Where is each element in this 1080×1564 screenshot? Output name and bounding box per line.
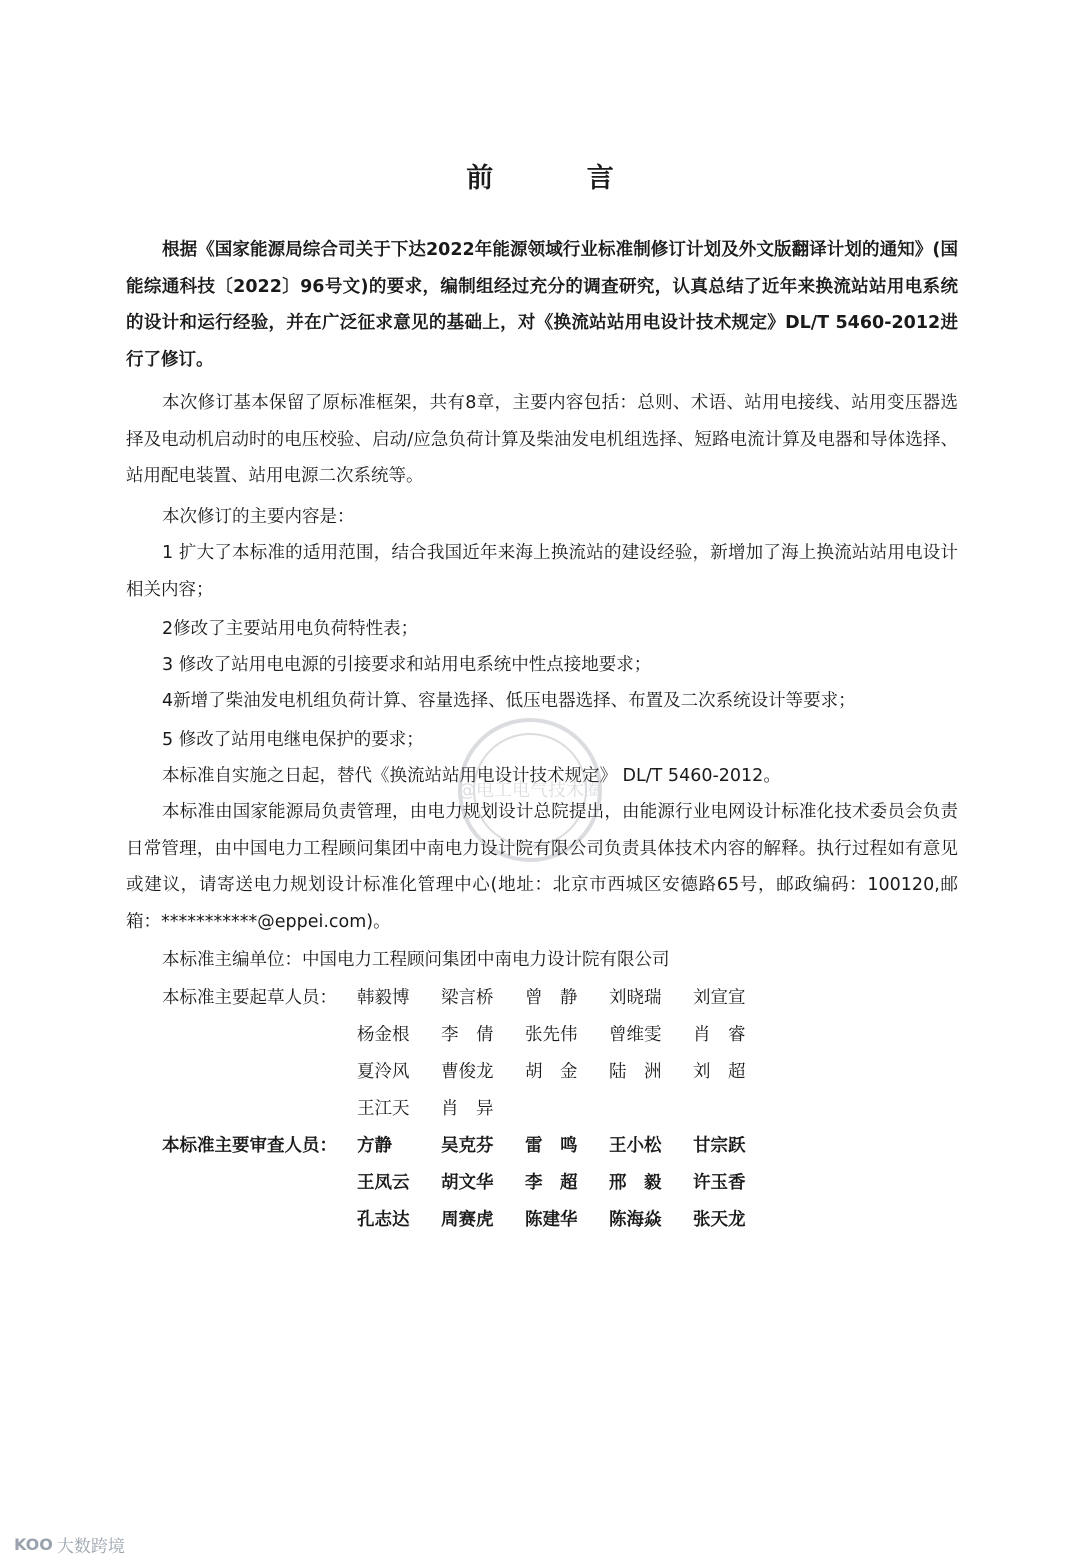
reviewer-name: 甘宗跃	[693, 1136, 746, 1156]
list-item-4: 4新增了柴油发电机组负荷计算、容量选择、低压电器选择、布置及二次系统设计等要求；	[162, 691, 856, 711]
paragraph-revision-intro: 本次修订的主要内容是：	[162, 507, 355, 527]
page-title: 前 言	[466, 163, 656, 194]
drafter-name: 杨金根	[357, 1025, 410, 1045]
drafter-name: 曾维雯	[609, 1025, 662, 1045]
drafter-name: 陆 洲	[609, 1062, 662, 1082]
brand-logo-icon: KOO	[14, 1535, 53, 1554]
drafter-name: 肖 睿	[693, 1025, 746, 1045]
reviewer-name: 邢 毅	[609, 1173, 662, 1193]
reviewer-name: 王凤云	[357, 1173, 410, 1193]
list-item-3: 3 修改了站用电电源的引接要求和站用电系统中性点接地要求；	[162, 655, 652, 675]
reviewer-name: 孔志达	[357, 1210, 410, 1230]
list-item-1: 1 扩大了本标准的适用范围，结合我国近年来海上换流站的建设经验，新增加了海上换流站站用电设计相关内容；	[126, 543, 958, 600]
list-item-5: 5 修改了站用电继电保护的要求；	[162, 730, 424, 750]
reviewer-name: 雷 鸣	[525, 1136, 578, 1156]
watermark-text: @电工电气技术圈	[458, 780, 602, 801]
drafter-name: 张先伟	[525, 1025, 578, 1045]
drafter-name: 刘宣宣	[693, 988, 746, 1008]
paragraph-basis: 根据《国家能源局综合司关于下达2022年能源领域行业标准制修订计划及外文版翻译计划的通知》(国能综通科技〔2022〕96号文)的要求，编制组经过充分的调查研究，认真总结了近年来换流站站用电系统的设计和运行经验，并在广泛征求意见的基础上，对《换流站站用电设计技术规定》DL/T 5460-2012进行了修订。	[126, 240, 958, 370]
reviewers-label: 本标准主要审查人员：	[162, 1136, 337, 1156]
reviewer-name: 陈建华	[525, 1210, 578, 1230]
drafter-name: 刘 超	[693, 1062, 746, 1082]
drafters-label: 本标准主要起草人员：	[162, 988, 337, 1008]
reviewer-name: 许玉香	[693, 1173, 746, 1193]
paragraph-management: 本标准由国家能源局负责管理，由电力规划设计总院提出，由能源行业电网设计标准化技术委员会负责日常管理，由中国电力工程顾问集团中南电力设计院有限公司负责具体技术内容的解释。执行过程如有意见或建议，请寄送电力规划设计标准化管理中心(地址：北京市西城区安德路65号，邮政编码：100120,邮箱：***********@eppei.com)。	[126, 802, 958, 932]
reviewer-name: 李 超	[525, 1173, 578, 1193]
paragraph-framework: 本次修订基本保留了原标准框架，共有8章，主要内容包括：总则、术语、站用电接线、站用变压器选择及电动机启动时的电压校验、启动/应急负荷计算及柴油发电机组选择、短路电流计算及电器和导体选择、站用配电装置、站用电源二次系统等。	[126, 393, 958, 486]
drafter-name: 夏泠风	[357, 1062, 410, 1082]
drafter-name: 胡 金	[525, 1062, 578, 1082]
paragraph-replacement: 本标准自实施之日起，替代《换流站站用电设计技术规定》 DL/T 5460-2012。	[162, 766, 781, 786]
drafter-name: 王江天	[357, 1099, 410, 1119]
reviewer-name: 张天龙	[693, 1210, 746, 1230]
reviewer-name: 周赛虎	[441, 1210, 494, 1230]
list-item-2: 2修改了主要站用电负荷特性表；	[162, 619, 419, 639]
reviewer-name: 吴克芬	[441, 1136, 494, 1156]
reviewer-name: 陈海焱	[609, 1210, 662, 1230]
drafter-name: 韩毅博	[357, 988, 410, 1008]
drafter-name: 刘晓瑞	[609, 988, 662, 1008]
drafter-name: 曾 静	[525, 988, 578, 1008]
drafter-name: 梁言桥	[441, 988, 494, 1008]
drafter-name: 李 倩	[441, 1025, 494, 1045]
drafter-name: 肖 异	[441, 1099, 494, 1119]
reviewer-name: 胡文华	[441, 1173, 494, 1193]
reviewer-name: 王小松	[609, 1136, 662, 1156]
footer-brand	[14, 1532, 125, 1557]
reviewer-name: 方静	[357, 1136, 392, 1156]
brand-name: 大数跨境	[56, 1537, 125, 1557]
editor-unit: 本标准主编单位：中国电力工程顾问集团中南电力设计院有限公司	[162, 950, 670, 970]
drafter-name: 曹俊龙	[441, 1062, 494, 1082]
